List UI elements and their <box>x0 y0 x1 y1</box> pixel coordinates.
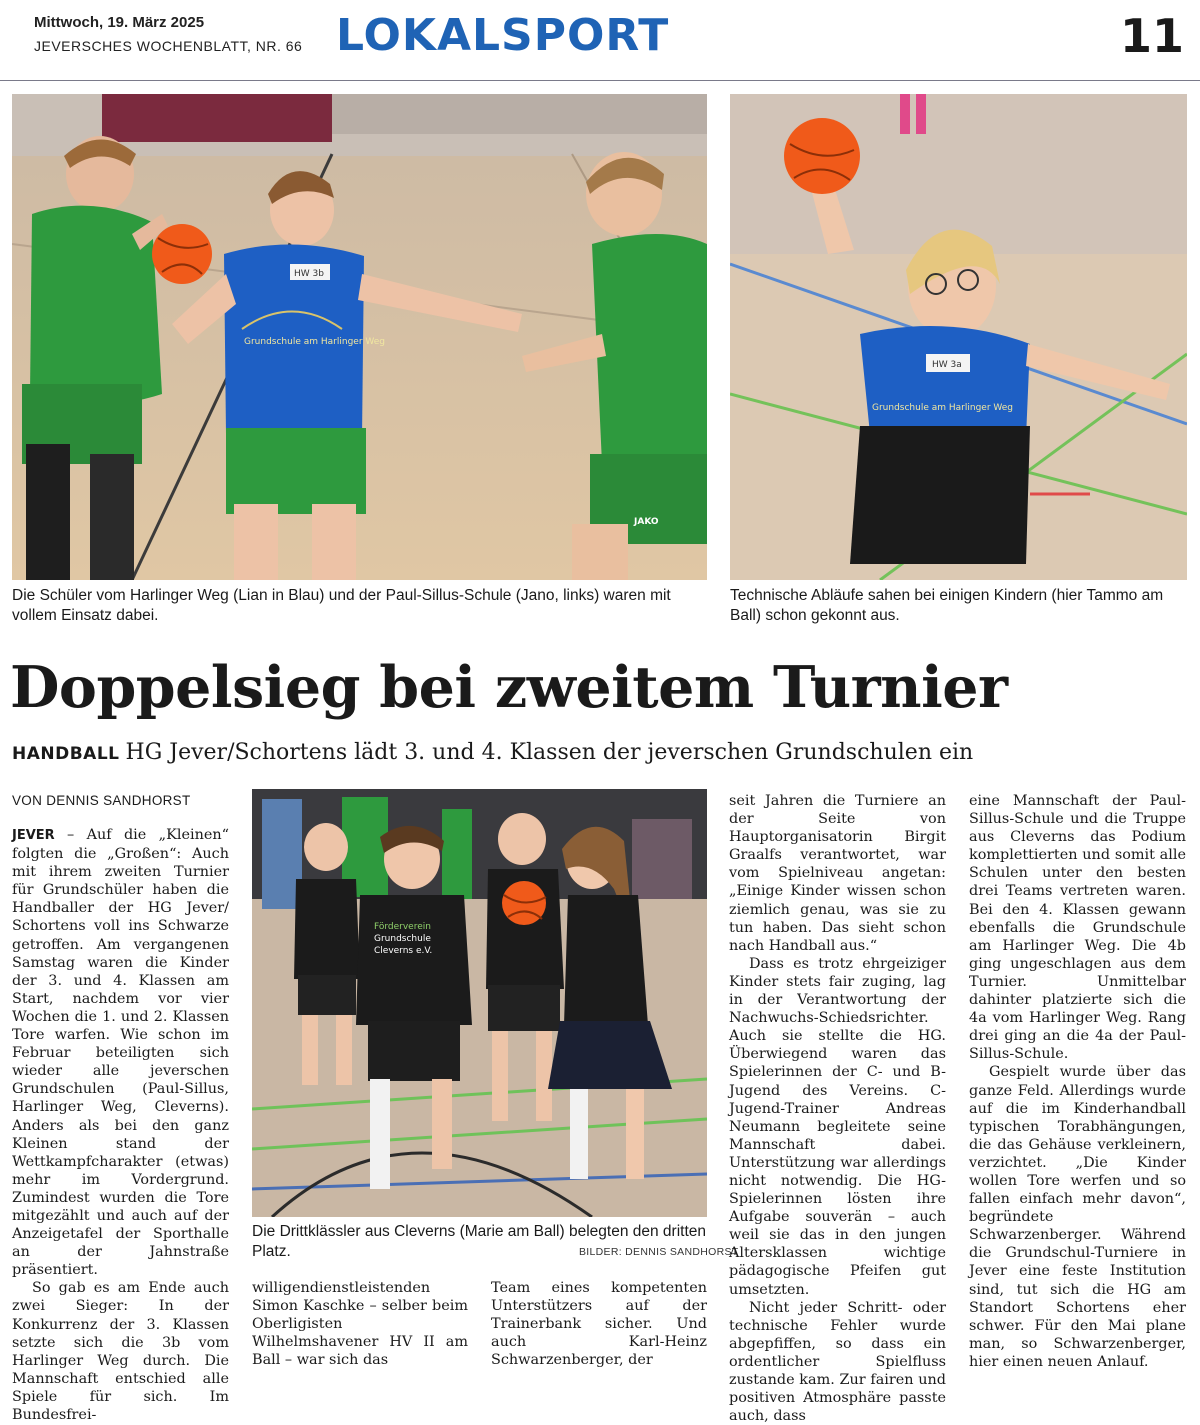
article-paragraph <box>12 826 229 1279</box>
article-paragraph: willigendienstleistenden Simon Kaschke – selber beim Oberligisten Wilhelmshavener HV II am Ball – war sich das <box>252 1280 468 1369</box>
shirt-lettering: Grundschule am Harlinger Weg <box>244 337 386 347</box>
shirt-lettering-line3: Cleverns e.V. <box>374 946 433 956</box>
paragraph-text: – Auf die „Kleinen“ folgten die „Großen“: Auch mit ihrem zweiten Turnier für Grundschüler haben die Handballer der HG Jever/ Schortens voll ins Schwarze getroffen. Am vergangenen Samstag waren die Kinder der 3. und 4. Klassen am Start, nachdem vor vier Wochen die 1. und 2. Klassen Tore warfen. Wie schon im Februar beteiligten sich wieder alle jeverschen Grundschulen (Paul-Sillus, Harlinger Weg, Cleverns). Anders als bei den ganz Kleinen stand der Wettkampfcharakter (etwas) mehr im Vordergrund. Zumindest wurden die Tore mitgezählt und auch auf der Anzeigetafel der Sporthalle an der Jahnstraße präsentiert. <box>12 827 229 1279</box>
article-column-5 <box>969 792 1186 1371</box>
article-paragraph: Gespielt wurde über das ganze Feld. Allerdings wurde auf die im Kinderhandball typischen Torabhängungen, die das Gehäuse verkleinern, verzichtet. „Die Kinder wollen Tore werfen und so fallen einfach mehr davon“, begründete Schwarzenberger. Während die Grundschul-Turniere in Jever eine feste Institution sind, tut sich die HG am Standort Schortens eher schwer. Für den Mai plane man, so Schwarzenberger, hier einen neuen Anlauf. <box>969 1064 1186 1370</box>
article-paragraph: Nicht jeder Schritt- oder technische Fehler wurde abgepfiffen, so dass ein ordentlicher Spielfluss zustande kam. Zur fairen und positiven Atmosphäre passte auch, dass <box>729 1299 946 1425</box>
article-column-1 <box>12 826 229 1424</box>
newspaper-name: JEVERSCHES WOCHENBLATT, NR. 66 <box>34 38 303 54</box>
article-subheadline <box>12 738 973 769</box>
name-tag: HW 3a <box>932 360 962 370</box>
article-dateline: JEVER <box>12 828 55 843</box>
article-paragraph: Dass es trotz ehrgeiziger Kinder stets fair zuging, lag in der Verantwortung der Nachwuchs-Schiedsrichter. Auch sie stellte die HG. Überwiegend waren das Spielerinnen der C- und B-Jugend des Vereins. C-Jugend-Trainer Andreas Neumann begleitete seine Mannschaft dabei. Unterstützung war allerdings nicht notwendig. Die HG-Spielerinnen lösten ihre Aufgabe souverän – auch weil sie das in den jungen Altersklassen wichtige pädagogische Pfeifen gut umsetzten. <box>729 955 946 1298</box>
section-title: LOKALSPORT <box>336 10 670 61</box>
subheadline-text: HG Jever/Schortens lädt 3. und 4. Klassen der jeverschen Grundschulen ein <box>125 740 974 765</box>
photo-cleverns-team <box>252 789 707 1217</box>
photo-caption-1: Die Schüler vom Harlinger Weg (Lian in Blau) und der Paul-Sillus-Schule (Jano, links) waren mit vollem Einsatz dabei. <box>12 587 671 624</box>
page-number: 11 <box>1119 9 1184 63</box>
name-tag: HW 3b <box>294 269 324 279</box>
photo-handball-throw <box>730 94 1187 580</box>
photo-credit: BILDER: DENNIS SANDHORST <box>579 1246 739 1258</box>
article-column-3 <box>491 1279 707 1369</box>
article-paragraph: Team eines kompetenten Unterstützers auf der Trainerbank sicher. Und auch Karl-Heinz Schwarzenberger, der <box>491 1280 707 1369</box>
header-rule <box>0 80 1200 81</box>
shirt-lettering-line2: Grundschule <box>374 934 431 944</box>
article-byline: VON DENNIS SANDHORST <box>12 793 191 808</box>
article-paragraph: seit Jahren die Turniere an der Seite von Hauptorganisatorin Birgit Graalfs verantwortet, war vom Spielniveau angetan: „Einige Kinder wissen schon ziemlich genau, was sie zu tun haben. Das sieht schon nach Handball aus.“ <box>729 793 946 954</box>
article-column-2 <box>252 1279 468 1369</box>
photo-caption-2: Technische Abläufe sahen bei einigen Kindern (hier Tammo am Ball) schon gekonnt aus. <box>730 587 1164 624</box>
article-paragraph: So gab es am Ende auch zwei Sieger: In der Konkurrenz der 3. Klassen setzte sich die 3b vom Harlinger Weg durch. Die Mannschaft entschied alle Spiele für sich. Im Bundesfrei- <box>12 1280 229 1423</box>
photo-caption-3: Die Drittklässler aus Cleverns (Marie am Ball) belegten den dritten Platz. <box>252 1223 706 1260</box>
shirt-lettering-line1: Förderverein <box>374 922 431 932</box>
article-paragraph: eine Mannschaft der Paul-Sillus-Schule und die Truppe aus Cleverns das Podium komplettierten und somit alle Schulen unter den besten drei Teams vertreten waren. Bei den 4. Klassen gewann ebenfalls die Grundschule am Harlinger Weg. Die 4b ging ungeschlagen aus dem Turnier. Unmittelbar dahinter platzierte sich die 4a vom Harlinger Weg. Rang drei ging an die 4a der Paul-Sillus-Schule. <box>969 793 1186 1063</box>
article-headline: Doppelsieg bei zweitem Turnier <box>10 654 1008 721</box>
shorts-brand: JAKO <box>634 517 659 527</box>
shirt-lettering: Grundschule am Harlinger Weg <box>872 403 1014 413</box>
photo-handball-duel <box>12 94 707 580</box>
article-kicker: HANDBALL <box>12 744 120 764</box>
issue-date: Mittwoch, 19. März 2025 <box>34 14 205 31</box>
article-column-4 <box>729 792 946 1425</box>
